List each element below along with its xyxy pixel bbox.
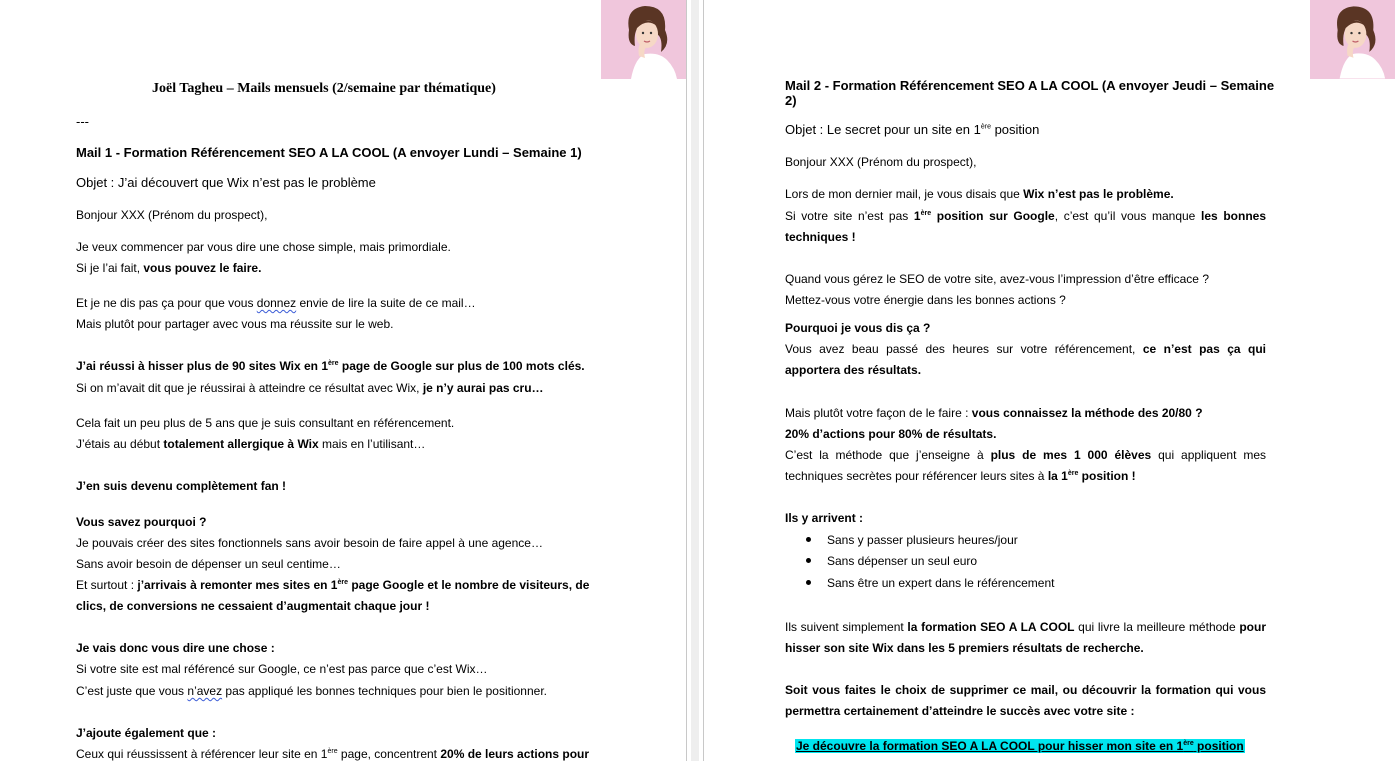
list-item: Sans être un expert dans le référencement xyxy=(827,576,1055,590)
mail-heading xyxy=(785,78,1274,93)
paragraph-line xyxy=(785,448,1266,462)
text-run: page, concentrent xyxy=(337,747,441,761)
list-item: Sans dépenser un seul euro xyxy=(827,554,978,568)
paragraph-heading: Vous savez pourquoi ? xyxy=(76,515,207,529)
paragraph-line: Quand vous gérez le SEO de votre site, avez-vous l’impression d’être efficace ? xyxy=(785,272,1209,286)
list-item: Sans y passer plusieurs heures/jour xyxy=(827,533,1018,547)
text-run-bold: plus de mes 1 000 élèves xyxy=(990,448,1152,462)
paragraph-line: J’en suis devenu complètement fan ! xyxy=(76,479,287,493)
text-run: Et je ne dis pas ça pour que vous xyxy=(76,296,257,310)
paragraph-line xyxy=(76,381,544,395)
text-run-bold: page de Google sur plus de 100 mots clés. xyxy=(338,359,585,373)
paragraph-line: Je pouvais créer des sites fonctionnels sans avoir besoin de faire appel à une agence… xyxy=(76,536,543,550)
text-run-bold: J’ai réussi à hisser plus de 90 sites Wix en 1 xyxy=(76,359,329,373)
paragraph-line xyxy=(76,296,476,310)
mail-heading xyxy=(76,145,582,160)
superscript: ère xyxy=(337,579,348,586)
greeting: Bonjour XXX (Prénom du prospect), xyxy=(785,155,977,169)
mail-subject: Objet : J’ai découvert que Wix n’est pas le problème xyxy=(76,175,376,190)
text-run-bold: vous pouvez le faire. xyxy=(143,261,262,275)
text-run: J’étais au début xyxy=(76,437,164,451)
text-run-bold: ce n’est pas ça qui xyxy=(1142,342,1266,356)
superscript: ère xyxy=(980,123,991,131)
paragraph-line: Je veux commencer par vous dire une chose simple, mais primordiale. xyxy=(76,240,451,254)
paragraph-line xyxy=(76,437,425,451)
header-portrait-image xyxy=(1310,0,1395,79)
superscript: ère xyxy=(327,748,338,755)
paragraph-line xyxy=(785,406,1203,420)
paragraph-heading: Je vais donc vous dire une chose : xyxy=(76,641,275,655)
paragraph-line: permettra certainement d’atteindre le succès avec votre site : xyxy=(785,704,1135,718)
text-run: Objet : Le secret pour un site en 1 xyxy=(785,122,981,137)
paragraph-line xyxy=(785,469,1136,483)
text-run-bold: j’arrivais à remonter mes sites en 1 xyxy=(137,578,338,592)
mail-number: Mail 1 xyxy=(76,145,113,160)
cta-link[interactable] xyxy=(795,739,1245,753)
text-run: C’est la méthode que j’enseigne à xyxy=(785,448,991,462)
mail-number: Mail 2 xyxy=(785,78,822,93)
paragraph-line: Mais plutôt pour partager avec vous ma réussite sur le web. xyxy=(76,317,394,331)
text-run-bold: totalement allergique à Wix xyxy=(163,437,319,451)
text-run-bold: page Google et le nombre de visiteurs, de xyxy=(347,578,590,592)
text-run-bold: position ! xyxy=(1078,469,1136,483)
paragraph-line xyxy=(785,209,1266,223)
text-run-bold: la 1 xyxy=(1047,469,1068,483)
paragraph-line: hisser son site Wix dans les 5 premiers résultats de recherche. xyxy=(785,641,1144,655)
cta-text: Je découvre la formation SEO A LA COOL pour hisser mon site en 1 xyxy=(796,739,1184,753)
paragraph-line xyxy=(785,187,1174,201)
mail-heading-text: - Formation Référencement SEO A LA COOL (A envoyer Lundi – Semaine 1) xyxy=(112,145,582,160)
paragraph-heading: Pourquoi je vous dis ça ? xyxy=(785,321,931,335)
header-portrait-image xyxy=(601,0,686,79)
bullet-icon xyxy=(806,558,811,563)
paragraph-line: apportera des résultats. xyxy=(785,363,922,377)
paragraph-line xyxy=(76,684,547,698)
paragraph-heading: J’ajoute également que : xyxy=(76,726,217,740)
superscript: ère xyxy=(328,360,339,367)
spellcheck-word[interactable]: n’avez xyxy=(187,684,223,698)
text-run: Si on m’avait dit que je réussirai à atteindre ce résultat avec Wix, xyxy=(76,381,423,395)
text-run: C’est juste que vous xyxy=(76,684,188,698)
document-page-right xyxy=(704,0,1395,761)
paragraph-line: Mettez-vous votre énergie dans les bonnes actions ? xyxy=(785,293,1066,307)
superscript: ère xyxy=(1067,470,1079,477)
text-run: Si je l’ai fait, xyxy=(76,261,144,275)
paragraph-line: Si votre site est mal référencé sur Google, ce n’est pas parce que c’est Wix… xyxy=(76,662,488,676)
page-gutter xyxy=(686,0,704,761)
text-run-bold: Wix n’est pas le problème. xyxy=(1023,187,1174,201)
woman-portrait-icon xyxy=(601,0,686,79)
text-run: pas appliqué les bonnes techniques pour bien le positionner. xyxy=(222,684,547,698)
paragraph-heading: Ils y arrivent : xyxy=(785,511,864,525)
paragraph-line: Sans avoir besoin de dépenser un seul centime… xyxy=(76,557,341,571)
paragraph-line: clics, de conversions ne cessaient d’augmentait chaque jour ! xyxy=(76,599,430,613)
text-run-bold: 1 xyxy=(913,209,921,223)
paragraph-line: techniques ! xyxy=(785,230,856,244)
paragraph-line: 20% d’actions pour 80% de résultats. xyxy=(785,427,997,441)
text-run-bold: 20% de leurs actions pour xyxy=(440,747,590,761)
text-run: envie de lire la suite de ce mail… xyxy=(296,296,476,310)
superscript: ère xyxy=(1183,740,1194,747)
text-run-bold: position sur Google xyxy=(931,209,1055,223)
greeting: Bonjour XXX (Prénom du prospect), xyxy=(76,208,268,222)
text-run: Ceux qui réussissent à référencer leur site en 1 xyxy=(76,747,328,761)
text-run: techniques secrètes pour référencer leurs sites à xyxy=(785,469,1048,483)
text-run: Et surtout : xyxy=(76,578,138,592)
bullet-icon xyxy=(806,537,811,542)
text-run: qui livre la meilleure méthode xyxy=(1074,620,1240,634)
text-run-bold: les bonnes xyxy=(1201,209,1266,223)
paragraph-line xyxy=(76,747,589,761)
woman-portrait-icon xyxy=(1310,0,1395,79)
text-run: Vous avez beau passé des heures sur votre référencement, xyxy=(785,342,1143,356)
paragraph-line xyxy=(76,261,261,275)
text-run: Mais plutôt votre façon de le faire : xyxy=(785,406,972,420)
paragraph-line: Cela fait un peu plus de 5 ans que je suis consultant en référencement. xyxy=(76,416,455,430)
text-run: , c’est qu’il vous manque xyxy=(1054,209,1201,223)
document-title: Joël Tagheu – Mails mensuels (2/semaine par thématique) xyxy=(152,81,496,96)
text-run-bold: vous connaissez la méthode des 20/80 ? xyxy=(971,406,1203,420)
cta-text: position xyxy=(1193,739,1244,753)
bullet-icon xyxy=(806,580,811,585)
paragraph-line xyxy=(785,620,1266,634)
mail-heading-text: - Formation Référencement SEO A LA COOL (A envoyer Jeudi – Semaine xyxy=(821,78,1275,93)
text-run: Ils suivent simplement xyxy=(785,620,908,634)
text-run-bold: je n’y aurai pas cru… xyxy=(422,381,544,395)
text-run-bold: pour xyxy=(1239,620,1266,634)
paragraph-line: Soit vous faites le choix de supprimer ce mail, ou découvrir la formation qui vous xyxy=(785,683,1266,697)
mail-subject xyxy=(785,122,1039,137)
paragraph-line xyxy=(76,359,585,373)
text-run: mais en l’utilisant… xyxy=(318,437,426,451)
text-run: Si votre site n’est pas xyxy=(785,209,914,223)
text-run: qui appliquent mes xyxy=(1151,448,1266,462)
paragraph-line xyxy=(76,578,589,592)
paragraph-line xyxy=(785,342,1266,356)
text-run: position xyxy=(990,122,1040,137)
separator: --- xyxy=(76,114,89,129)
spellcheck-word[interactable]: donnez xyxy=(256,296,297,310)
document-page-left xyxy=(0,0,686,761)
text-run-bold: la formation SEO A LA COOL xyxy=(907,620,1075,634)
mail-heading-continued: 2) xyxy=(785,93,797,108)
superscript: ère xyxy=(920,210,932,217)
text-run: Lors de mon dernier mail, je vous disais que xyxy=(785,187,1024,201)
